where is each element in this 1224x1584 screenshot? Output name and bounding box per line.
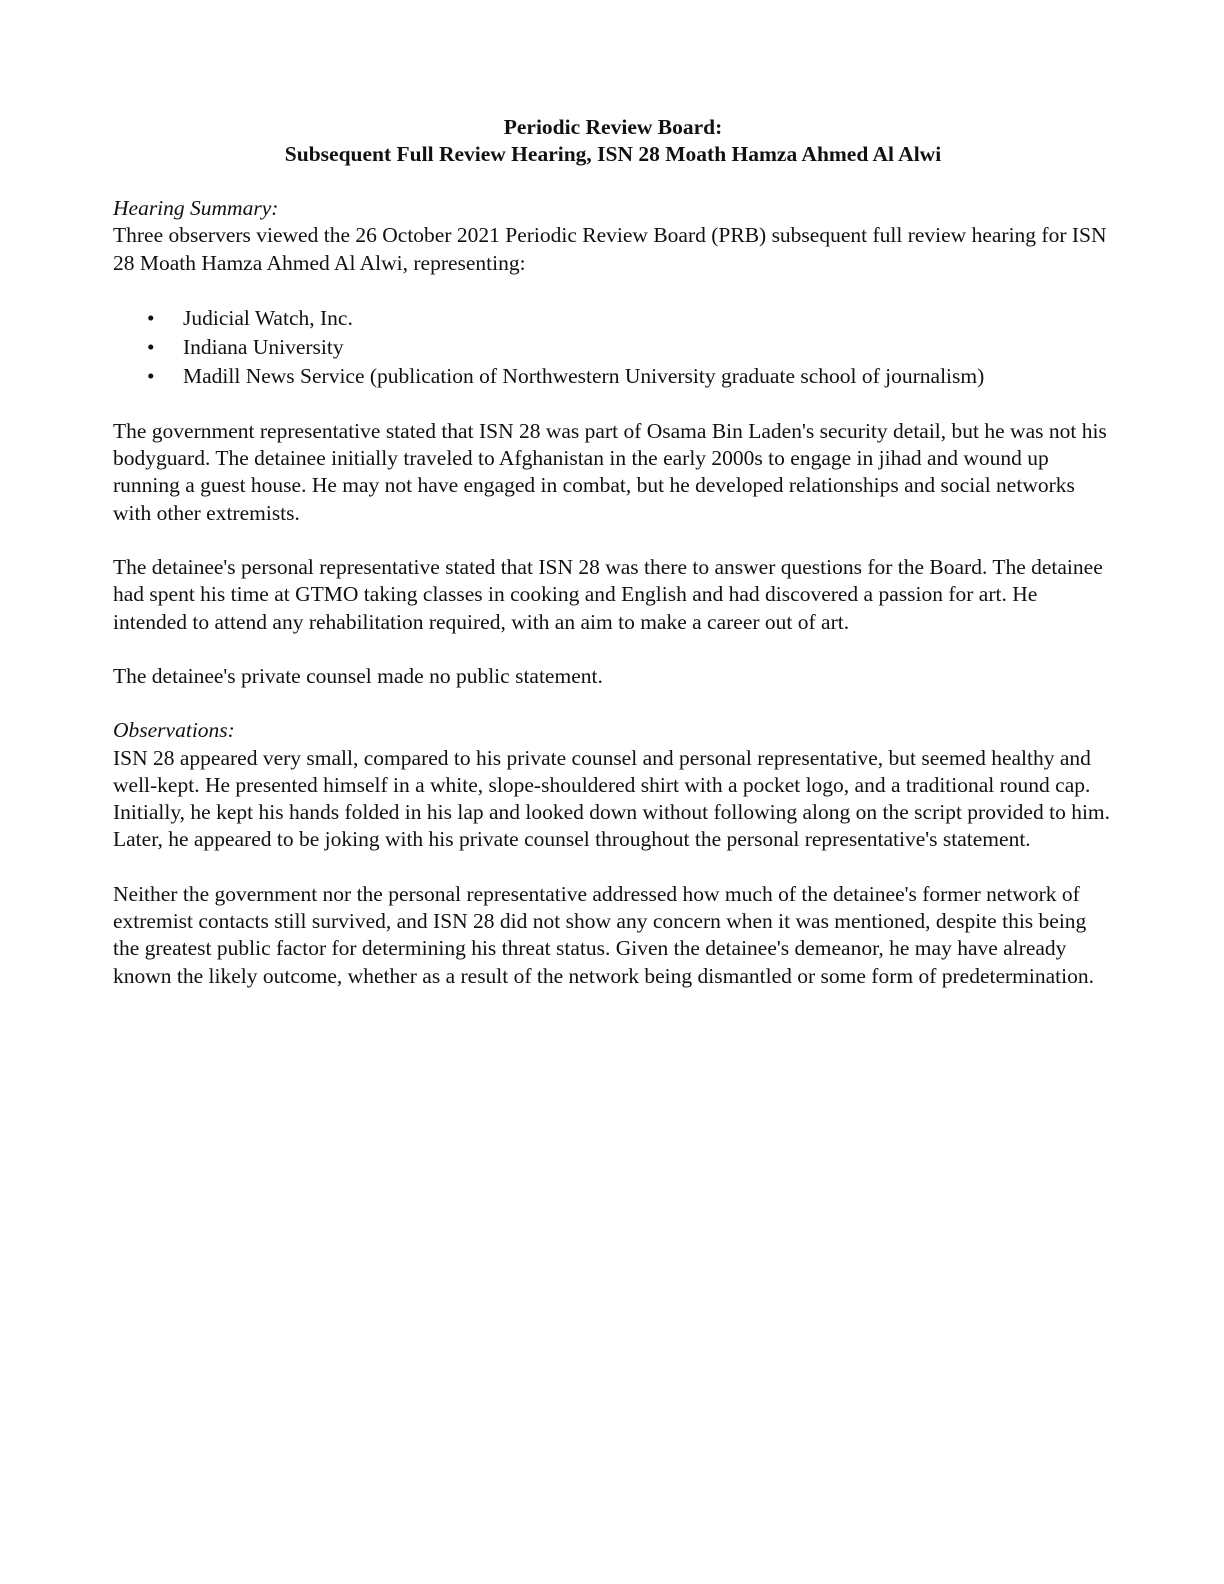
observations-heading: Observations: [113,718,235,743]
title-line-2: Subsequent Full Review Hearing, ISN 28 Moath Hamza Ahmed Al Alwi [284,142,942,166]
list-item [113,304,1113,333]
title-line-1: Periodic Review Board: [503,115,723,139]
observations-paragraph-1: ISN 28 appeared very small, compared to his private counsel and personal representative, but seemed healthy and well-kept. He presented himself in a white, slope-shouldered shirt with a pocket logo, and a traditional round cap. Initially, he kept his hands folded in his lap and looked down without following along on the script provided to him. Later, he appeared to be joking with his private counsel throughout the personal representative's statement. [113,745,1111,852]
list-item [113,362,1113,391]
hearing-summary-heading: Hearing Summary: [113,196,279,220]
observer-organizations-list [113,304,1113,391]
list-item [113,333,1113,362]
document-page [113,114,1113,990]
government-statement-paragraph: The government representative stated that ISN 28 was part of Osama Bin Laden's security detail, but he was not his bodyguard. The detainee initially traveled to Afghanistan in the early 2000s to engage in jihad and wound up running a guest house. He may not have engaged in combat, but he developed relationships and social networks with other extremists. [113,418,1107,525]
organization-label: Judicial Watch, Inc. [183,305,353,330]
bullet-icon: • [147,363,155,388]
intro-paragraph: Three observers viewed the 26 October 2021 Periodic Review Board (PRB) subsequent full review hearing for ISN 28 Moath Hamza Ahmed Al Alwi, representing: [113,223,1107,275]
private-counsel-paragraph: The detainee's private counsel made no public statement. [113,663,603,688]
bullet-icon: • [147,305,155,330]
organization-label: Madill News Service (publication of Northwestern University graduate school of journalism) [183,363,985,388]
document-title [103,114,1123,168]
bullet-icon: • [147,334,155,359]
observations-paragraph-2: Neither the government nor the personal representative addressed how much of the detainee's former network of extremist contacts still survived, and ISN 28 did not show any concern when it was mentioned, despite this being the greatest public factor for determining his threat status. Given the detainee's demeanor, he may have already known the likely outcome, whether as a result of the network being dismantled or some form of predetermination. [113,881,1094,988]
personal-representative-paragraph: The detainee's personal representative stated that ISN 28 was there to answer questions for the Board. The detainee had spent his time at GTMO taking classes in cooking and English and had discovered a passion for art. He intended to attend any rehabilitation required, with an aim to make a career out of art. [113,555,1103,634]
organization-label: Indiana University [183,334,344,359]
